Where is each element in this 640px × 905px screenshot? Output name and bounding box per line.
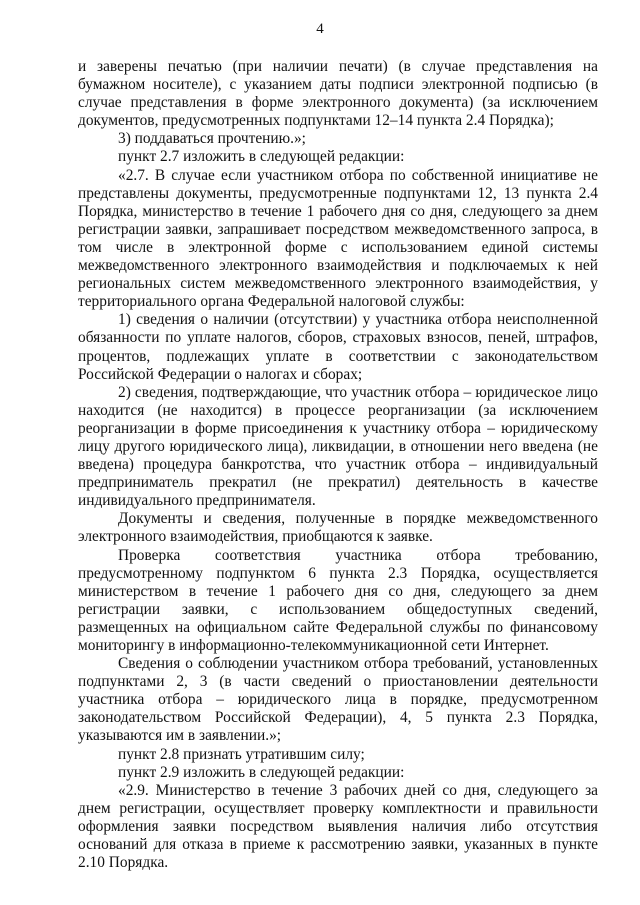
paragraph-compliance: Сведения о соблюдении участником отбора требований, установленных подпунктами 2, 3 (в части сведений о приостановлении деятельности участника отбора – юридического лица в порядке, предусмотренном законодательством Российской Федерации), 4, 5 пункта 2.3 Порядка, указываются им в заявлении.»; bbox=[78, 655, 598, 745]
page-number: 4 bbox=[316, 21, 324, 37]
paragraph-amend-2-9: пункт 2.9 изложить в следующей редакции: bbox=[118, 763, 405, 781]
paragraph-continuation: и заверены печатью (при наличии печати) (в случае представления на бумажном носителе), с указанием даты подписи электронной подписью (в случае представления в форме электронного документа) (за исключением документов, предусмотренных подпунктами 12–14 пункта 2.4 Порядка); bbox=[78, 58, 598, 130]
paragraph-item-3: 3) поддаваться прочтению.»; bbox=[118, 130, 306, 148]
paragraph-subitem-2: 2) сведения, подтверждающие, что участник отбора – юридическое лицо находится (не находится) в процессе реорганизации (за исключением реорганизации в форме присоединения к участнику отбора – юридическому лицу другого юридического лица), ликвидации, в отношении него введена (не введена) процедура банкротства, что участник отбора – индивидуальный предприниматель прекратил (не прекратил) деятельность в качестве индивидуального предпринимателя. bbox=[78, 383, 598, 510]
document-body bbox=[78, 58, 598, 872]
paragraph-amend-2-8: пункт 2.8 признать утратившим силу; bbox=[118, 745, 365, 763]
paragraph-subitem-1: 1) сведения о наличии (отсутствии) у участника отбора неисполненной обязанности по уплате налогов, сборов, страховых взносов, пеней, штрафов, процентов, подлежащих уплате в соответствии с законодательством Российской Федерации о налогах и сборах; bbox=[78, 311, 598, 383]
paragraph-clause-2-7: «2.7. В случае если участником отбора по собственной инициативе не представлены документы, предусмотренные подпунктами 12, 13 пункта 2.4 Порядка, министерство в течение 1 рабочего дня со дня, следующего за днем регистрации заявки, запрашивает посредством межведомственного запроса, в том числе в электронной форме с использованием единой системы межведомственного электронного взаимодействия и подключаемых к ней региональных систем межведомственного электронного взаимодействия, у территориального органа Федеральной налоговой службы: bbox=[78, 166, 598, 311]
paragraph-clause-2-9: «2.9. Министерство в течение 3 рабочих дней со дня, следующего за днем регистрации, осуществляет проверку комплектности и правильности оформления заявки посредством выявления наличия либо отсутствия оснований для отказа в приеме к рассмотрению заявки, указанных в пункте 2.10 Порядка. bbox=[78, 781, 598, 872]
paragraph-amend-2-7: пункт 2.7 изложить в следующей редакции: bbox=[118, 148, 405, 166]
paragraph-documents: Документы и сведения, полученные в порядке межведомственного электронного взаимодействия, приобщаются к заявке. bbox=[78, 510, 598, 546]
paragraph-verification: Проверка соответствия участника отбора требованию, предусмотренному подпунктом 6 пункта 2.3 Порядка, осуществляется министерством в течение 1 рабочего дня со дня, следующего за днем регистрации заявки, с использованием общедоступных сведений, размещенных на официальном сайте Федеральной службы по финансовому мониторингу в информационно-телекоммуникационной сети Интернет. bbox=[78, 546, 598, 654]
